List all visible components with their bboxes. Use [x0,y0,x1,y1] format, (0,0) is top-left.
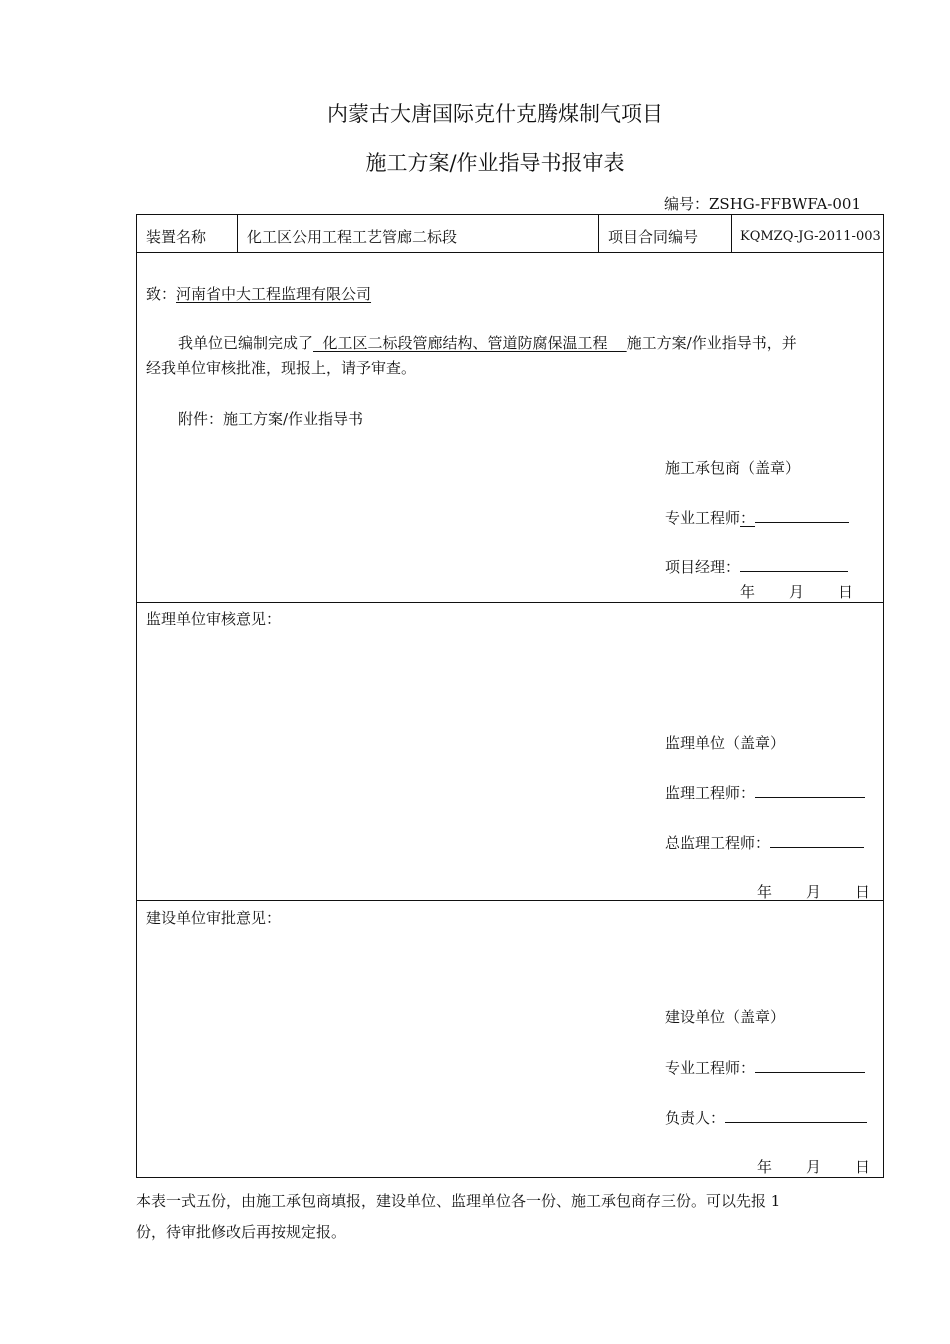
signature-blank[interactable] [755,1058,865,1073]
engineer-colon: ： [740,509,756,527]
signature-blank[interactable] [740,557,848,572]
supervisor-engineer-label: 监理工程师： [665,784,756,802]
date-day: 日 [838,583,854,601]
footer-note-line1: 本表一式五份，由施工承包商填报，建设单位、监理单位各一份、施工承包商存三份。可以先报 1 [136,1192,781,1210]
contract-number-label: 项目合同编号 [608,228,699,246]
signature-blank[interactable] [755,783,865,798]
submission-statement [178,332,797,353]
statement-project: 化工区二标段管廊结构、管道防腐保温工程 [313,334,627,352]
owner-engineer-signature [665,1057,865,1078]
date-day: 日 [855,1158,871,1176]
date-year: 年 [740,583,756,601]
date-month: 月 [806,883,822,901]
supervisor-opinion-label: 监理单位审核意见： [146,610,282,628]
form-title: 内蒙古大唐国际克什克腾煤制气项目 [327,102,663,126]
owner-seal: 建设单位（盖章） [665,1008,786,1026]
contractor-engineer-signature [665,507,849,528]
project-manager-signature [665,556,848,577]
contractor-seal: 施工承包商（盖章） [665,459,801,477]
signature-blank[interactable] [755,508,849,523]
addressee-prefix: 致： [146,285,177,303]
device-name-value: 化工区公用工程工艺管廊二标段 [247,228,458,246]
contractor-date [740,581,853,602]
footer-note-line2: 份，待审批修改后再按规定报。 [136,1223,347,1241]
approval-form-table [136,214,884,1178]
divider [137,252,883,253]
statement-suffix: 施工方案/作业指导书，并 [626,334,797,352]
owner-engineer-label: 专业工程师： [665,1059,756,1077]
divider [598,215,599,252]
attachment-line: 附件：施工方案/作业指导书 [178,410,364,428]
divider [137,602,883,603]
date-month: 月 [806,1158,822,1176]
date-year: 年 [757,883,773,901]
owner-responsible-label: 负责人： [665,1109,726,1127]
engineer-label: 专业工程师 [665,509,741,527]
owner-date [757,1156,870,1177]
form-subtitle: 施工方案/作业指导书报审表 [365,151,625,175]
owner-responsible-signature [665,1107,867,1128]
device-name-label: 装置名称 [146,228,207,246]
signature-blank[interactable] [770,833,864,848]
contract-number-value: KQMZQ-JG-2011-003 [740,229,881,244]
owner-opinion-label: 建设单位审批意见： [146,909,282,927]
manager-label: 项目经理： [665,558,741,576]
date-month: 月 [789,583,805,601]
statement-prefix: 我单位已编制完成了 [178,334,314,352]
addressee-line [146,283,371,304]
date-day: 日 [855,883,871,901]
submission-statement-line2: 经我单位审核批准，现报上，请予审查。 [146,359,417,377]
divider [731,215,732,252]
chief-supervisor-signature [665,832,864,853]
date-year: 年 [757,1158,773,1176]
supervisor-engineer-signature [665,782,865,803]
chief-supervisor-label: 总监理工程师： [665,834,771,852]
divider [237,215,238,252]
addressee-company: 河南省中大工程监理有限公司 [176,285,372,303]
supervisor-date [757,881,870,902]
supervisor-seal: 监理单位（盖章） [665,734,786,752]
document-number: 编号：ZSHG-FFBWFA-001 [664,195,861,213]
signature-blank[interactable] [725,1108,867,1123]
